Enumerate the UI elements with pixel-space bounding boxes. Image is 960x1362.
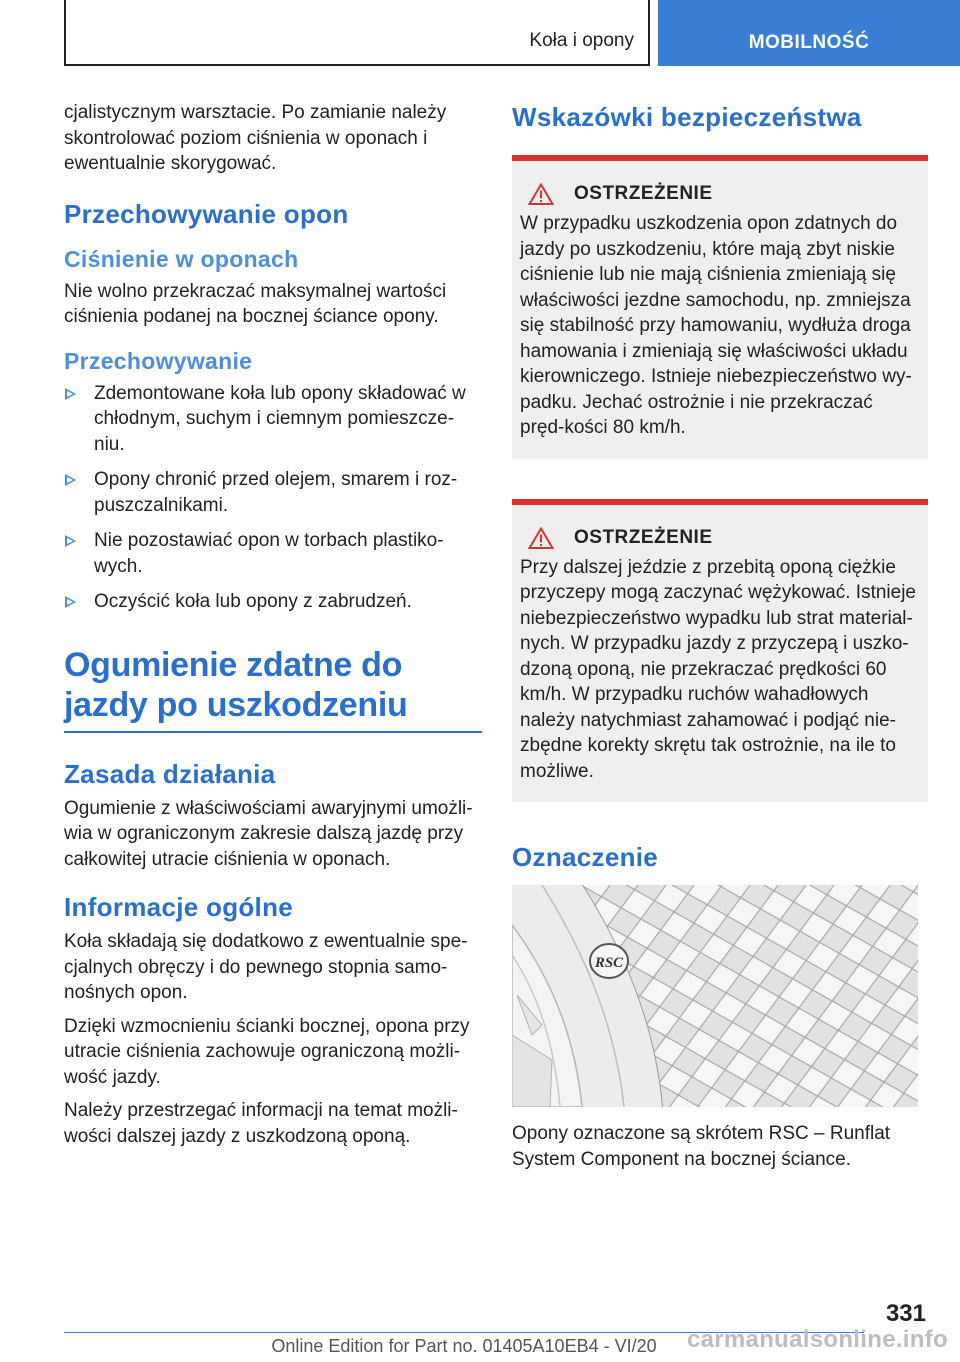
- principle-paragraph: Ogumienie z właściwościami awaryjnymi umożli-wia w ograniczonym zakresie dalszą jazdę przy całkowitej utracie ciśnienia w oponach.: [64, 797, 473, 870]
- pressure-heading: Ciśnienie w oponach: [64, 245, 299, 272]
- warning-box-1: [512, 155, 928, 459]
- triangle-bullet-icon: [65, 535, 76, 547]
- warning-text: W przypadku uszkodzenia opon zdatnych do jazdy po uszkodzeniu, które mają zbyt niskie ciśnienie lub nie mają ciśnienia zmieniają się właściwości jezdne samochodu, np. zmniejsza się stabilność przy hamowaniu, wydłuża droga hamowania i zmieniają się właściwości układu kierowniczego. Istnieje niebezpieczeństwo wy-padku. Jechać ostrożnie i nie przekraczać pręd-kości 80 km/h.: [520, 213, 912, 438]
- safety-heading: Wskazówki bezpieczeństwa: [512, 102, 862, 132]
- warning-triangle-icon: [528, 183, 554, 205]
- triangle-bullet-icon: [65, 474, 76, 486]
- warning-header: [520, 527, 920, 549]
- warning-box-2: [512, 499, 928, 803]
- warning-header: [520, 183, 920, 205]
- list-item: Zdemontowane koła lub opony składować w chłodnym, suchym i ciemnym pomieszcze-niu.: [64, 381, 482, 458]
- pressure-paragraph: Nie wolno przekraczać maksymalnej wartości ciśnienia podanej na bocznej ściance opony.: [64, 280, 447, 327]
- warning-title: OSTRZEŻENIE: [574, 183, 713, 204]
- header-chapter-label: MOBILNOŚĆ: [748, 32, 870, 53]
- general-paragraph-3: Należy przestrzegać informacji na temat możli-wości dalszej jazdy z uszkodzoną oponą.: [64, 1100, 458, 1147]
- header-section-title: Koła i opony: [529, 30, 634, 51]
- watermark: carmanualsonline.info: [686, 1326, 948, 1353]
- storing-list: [64, 381, 482, 615]
- warning-title: OSTRZEŻENIE: [574, 526, 713, 548]
- page-number: 331: [885, 1300, 926, 1327]
- principle-heading: Zasada działania: [64, 758, 276, 789]
- triangle-bullet-icon: [65, 388, 76, 400]
- storage-heading: Przechowywanie opon: [64, 198, 349, 229]
- marking-paragraph: Opony oznaczone są skrótem RSC – Runflat System Component na bocznej ściance.: [512, 1123, 891, 1170]
- svg-text:RSC: RSC: [594, 955, 624, 971]
- list-item: Nie pozostawiać opon w torbach plastiko-wych.: [64, 528, 482, 579]
- footer-edition: Online Edition for Part no. 01405A10EB4 - VI/20: [271, 1336, 657, 1356]
- rsc-tire-illustration: [512, 885, 918, 1107]
- header-section-box: [64, 0, 650, 66]
- list-item: Opony chronić przed olejem, smarem i roz-puszczalnikami.: [64, 467, 482, 518]
- intro-paragraph: cjalistycznym warsztacie. Po zamianie należy skontrolować poziom ciśnienia w oponach i ewentualnie skorygować.: [64, 102, 447, 174]
- marking-heading: Oznaczenie: [512, 842, 659, 872]
- left-column: [64, 100, 482, 1157]
- warning-text: Przy dalszej jeździe z przebitą oponą ciężkie przyczepy mogą zaczynać wężykować. Istnieje niebezpieczeństwo wypadku lub strat material-nych. W przypadku jazdy z przyczepą i uszko-dzoną oponą, nie przekraczać prędkości 60 km/h. W przypadku ruchów wahadłowych należy natychmiast zahamować i podjąć nie-zbędne korekty skrętu tak ostrożnie, na ile to możliwe.: [520, 556, 916, 782]
- list-item: Oczyścić koła lub opony z zabrudzeń.: [64, 589, 482, 615]
- storing-heading: Przechowywanie: [64, 347, 253, 374]
- tire-sidewall-icon: [512, 885, 918, 1107]
- general-paragraph-2: Dzięki wzmocnieniu ścianki bocznej, opona przy utracie ciśnienia zachowuje ograniczoną możli-wość jazdy.: [64, 1015, 470, 1088]
- warning-triangle-icon: [528, 527, 554, 549]
- general-heading: Informacje ogólne: [64, 892, 294, 922]
- header-chapter-tab[interactable]: [658, 0, 960, 66]
- page-header: [0, 0, 960, 66]
- triangle-bullet-icon: [65, 596, 76, 608]
- general-paragraph-1: Koła składają się dodatkowo z ewentualnie spe-cjalnych obręczy i do pewnego stopnia samo-nośnych opon.: [64, 931, 468, 1003]
- chapter-heading: Ogumienie zdatne do jazdy po uszkodzeniu: [64, 645, 482, 733]
- right-column: [512, 100, 928, 1180]
